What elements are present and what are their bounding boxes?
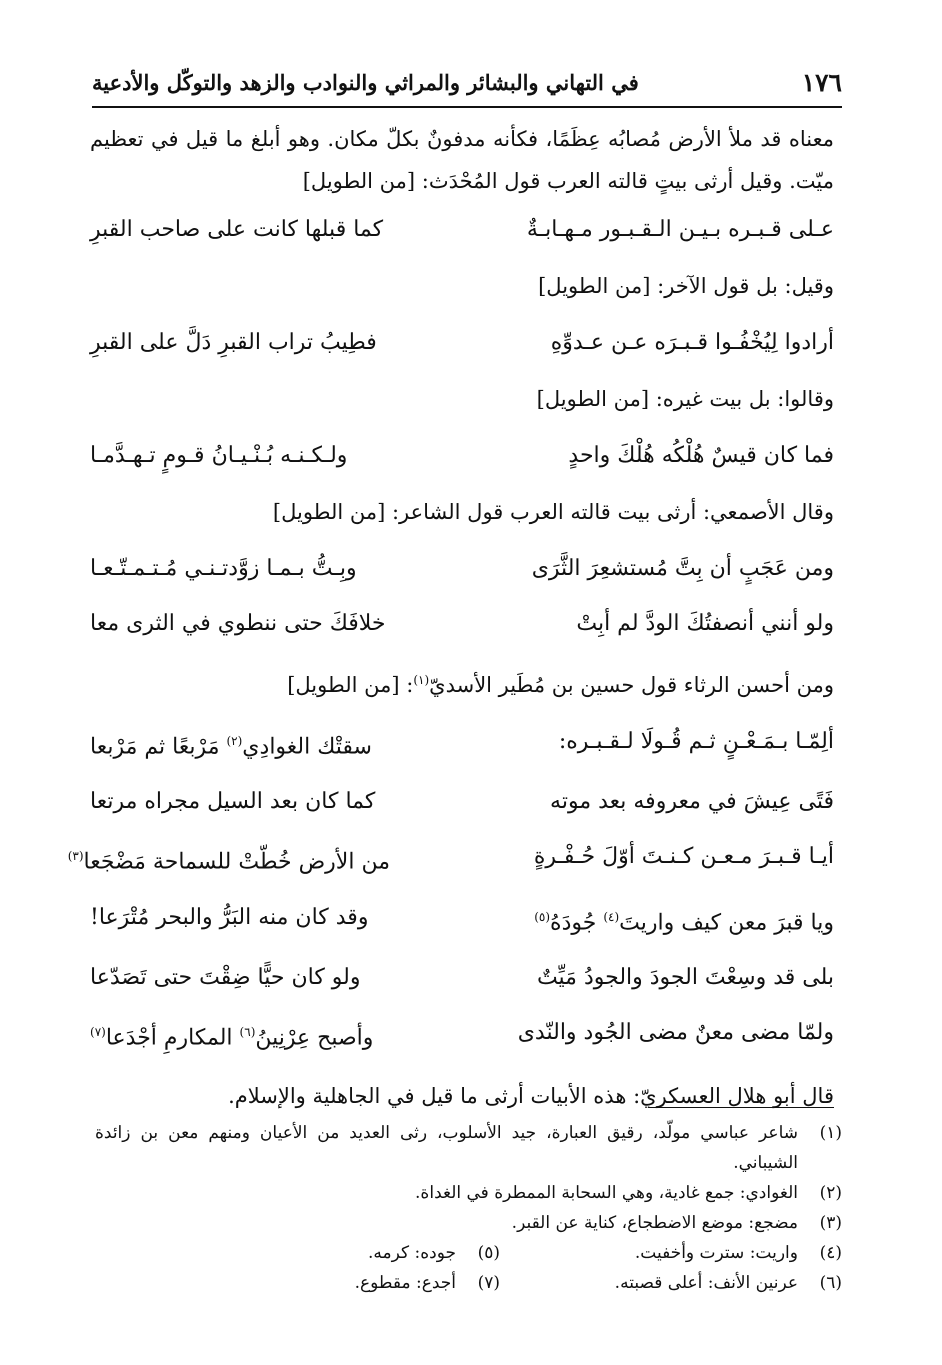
first-hemistich: عـلى قـبـره بـيـن الـقـبـور مـهـابـةٌ xyxy=(526,217,834,242)
footnote-number: (٧) xyxy=(477,1273,500,1293)
footnote-number: (٣) xyxy=(819,1213,842,1233)
second-hemistich: فطِيبُ تراب القبرِ دَلَّ على القبرِ xyxy=(90,330,377,355)
second-hemistich xyxy=(67,829,390,889)
main-text xyxy=(67,118,834,1117)
footnote-number: (٥) xyxy=(477,1243,500,1263)
footnote-ref: (٤) xyxy=(603,909,620,924)
verse-line xyxy=(90,315,834,370)
footnote-text: جوده: كرمه. xyxy=(368,1243,456,1263)
verse-line xyxy=(90,541,834,596)
footnote xyxy=(500,1238,842,1268)
footnote xyxy=(500,1268,842,1298)
footnote-ref: (٣) xyxy=(67,849,84,864)
intro-text: ومن أحسن الرثاء قول حسين بن مُطَير الأسديّ xyxy=(429,673,834,697)
footnote-text: عرنين الأنف: أعلى قصبته. xyxy=(614,1273,798,1293)
verse-line xyxy=(90,950,834,1005)
running-title: في التهاني والبشائر والمراثي والنوادب والزهد والتوكّل والأدعية xyxy=(92,69,639,95)
footnote xyxy=(95,1118,842,1178)
first-hemistich: أيـا قـبـرَ مـعـن كـنـتَ أوّلَ حُـفْـرةٍ xyxy=(533,844,834,870)
verse-intro xyxy=(90,660,834,705)
footnote-ref: (٧) xyxy=(90,1024,106,1039)
footnote-number: (١) xyxy=(819,1123,842,1143)
footnote xyxy=(158,1238,500,1268)
hemistich-text: المكارمِ أجْدَعا xyxy=(105,1025,240,1051)
footnote-number: (٦) xyxy=(819,1273,842,1293)
first-hemistich: ألِمّـا بـمَـعْـنٍ ثـم قُـولَا لـقـبـره: xyxy=(558,729,834,754)
verse-line xyxy=(90,596,834,651)
verse-line xyxy=(67,829,834,889)
second-hemistich xyxy=(90,1005,390,1065)
hemistich-text: سقتْك الغوادِي xyxy=(242,734,372,760)
first-hemistich: أرادوا لِيُخْفُـوا قـبـرَه عـن عـدوِّهِ xyxy=(550,330,834,355)
hemistich-text: وأصبح عِرْنِينُ xyxy=(255,1025,374,1051)
footnote xyxy=(95,1208,842,1238)
footnote-text: شاعر عباسي مولّد، رقيق العبارة، جيد الأسلوب، رثى العديد من الأعيان ومنهم معن بن زائدة الشيباني. xyxy=(95,1123,798,1173)
second-hemistich: خلافَكَ حتى ننطوي في الثرى معا xyxy=(90,611,386,636)
first-hemistich: ولمّا مضى معنٌ مضى الجُود والنّدى xyxy=(517,1019,834,1045)
first-hemistich: ومن عَجَبٍ أن بِتَّ مُستشعِرَ الثَّرَى xyxy=(531,556,834,581)
second-hemistich xyxy=(90,714,390,774)
verse-line xyxy=(90,890,834,950)
verse-line xyxy=(90,428,834,483)
second-hemistich: كما كان بعد السيل مجراه مرتعا xyxy=(90,789,376,815)
second-hemistich: ولو كان حيًّا ضِقْتَ حتى تَصَدّعا xyxy=(90,964,361,990)
first-hemistich xyxy=(534,890,834,950)
first-hemistich: فَتًى عِيشَ في معروفه بعد موته xyxy=(550,789,834,815)
first-hemistich: بلى قد وسِعْتَ الجودَ والجودُ مَيِّتٌ xyxy=(536,964,834,990)
footnotes xyxy=(95,1118,842,1298)
footnote-text: الغوادي: جمع غادية، وهي السحابة الممطرة في الغداة. xyxy=(415,1183,798,1203)
paragraph: معناه قد ملأ الأرض مُصابُه عِظَمًا، فكأنه مدفونٌ بكلّ مكان. وهو أبلغ ما قيل في تعظيم ميّت. وقيل أرثى بيتٍ قالته العرب قول المُحْدَث: [من الطويل] xyxy=(90,127,834,193)
footnote-ref: (١) xyxy=(413,673,430,687)
footnote-row xyxy=(95,1238,842,1268)
hemistich-text: من الأرض خُطّتْ للسماحة مَضْجَعا xyxy=(83,849,390,875)
page-number: ١٧٦ xyxy=(801,67,842,97)
first-hemistich: فما كان قيسٌ هُلْكُه هُلْكَ واحدٍ xyxy=(568,443,834,468)
second-hemistich: وقد كان منه البَرُّ والبحر مُتْرَعا! xyxy=(90,904,369,930)
second-hemistich: كما قبلها كانت على صاحب القبرِ xyxy=(90,217,384,242)
verse-line xyxy=(90,774,834,829)
header-rule xyxy=(92,106,842,108)
footnote-text: واريت: سترت وأخفيت. xyxy=(634,1243,798,1263)
footnote-number: (٢) xyxy=(819,1183,842,1203)
footnote-text: مضجع: موضع الاضطجاع، كناية عن القبر. xyxy=(511,1213,798,1233)
footnote-ref: (٢) xyxy=(226,734,243,748)
footnote xyxy=(95,1178,842,1208)
second-hemistich: وبِـتُّ بـمـا زوَّدتـنـي مُـتـمـتّـعـا xyxy=(90,556,357,581)
meter-label: : [من الطويل] xyxy=(287,673,414,697)
hemistich-text: جُودَهُ xyxy=(550,909,604,935)
footnote-ref: (٦) xyxy=(239,1024,256,1039)
footnote-row xyxy=(95,1268,842,1298)
first-hemistich: ولو أنني أنصفتُكَ الودَّ لم أبِتْ xyxy=(576,611,834,636)
footnote xyxy=(158,1268,500,1298)
footnote-number: (٤) xyxy=(819,1243,842,1263)
page-header xyxy=(92,62,842,102)
footnote-rule xyxy=(648,1107,834,1108)
verse-intro: وقيل: بل قول الآخر: [من الطويل] xyxy=(538,274,834,298)
second-hemistich: ولـكـنـه بُـنْـيـانُ قـومٍ تـهـدَّمـا xyxy=(90,443,348,468)
verse-line xyxy=(90,714,834,774)
verse-line xyxy=(90,1005,834,1065)
footnote-text: أجدع: مقطوع. xyxy=(354,1273,456,1293)
closing-paragraph: قال أبو هلال العسكريّ: هذه الأبيات أرثى ما قيل في الجاهلية والإسلام. xyxy=(228,1084,834,1109)
verse-intro: وقالوا: بل بيت غيره: [من الطويل] xyxy=(536,387,834,411)
hemistich-text: ويا قبرَ معن كيف واريتَ xyxy=(619,909,834,935)
verse-line xyxy=(90,202,834,257)
hemistich-text: مَرْبعًا ثم مَرْبعا xyxy=(90,734,227,760)
verse-intro: وقال الأصمعي: أرثى بيت قالته العرب قول الشاعر: [من الطويل] xyxy=(272,500,834,524)
footnote-ref: (٥) xyxy=(534,909,551,924)
